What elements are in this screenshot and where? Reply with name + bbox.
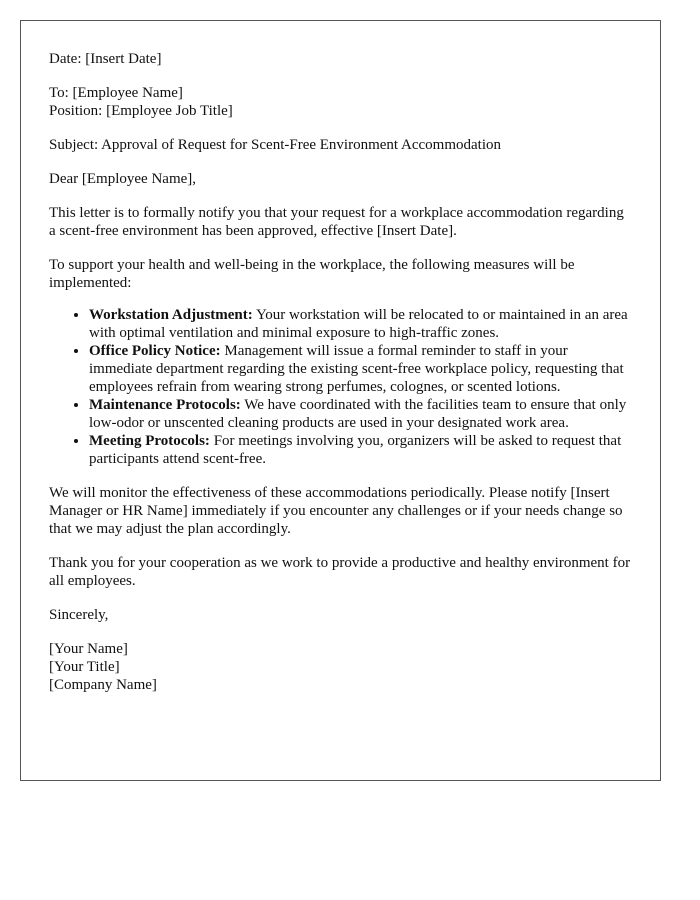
signature-company: [Company Name] [49,677,157,693]
measure-title: Meeting Protocols: [89,433,210,449]
intro-paragraph: This letter is to formally notify you that your request for a workplace accommodation regarding a scent-free environment has been approved, effective [Insert Date]. [49,205,624,239]
measures-list [49,306,632,468]
measure-text: For meetings involving you, organizers will be asked to request that participants attend scent-free. [89,433,622,467]
recipient-name: To: [Employee Name] [49,85,183,101]
measures-intro-paragraph: To support your health and well-being in the workplace, the following measures will be implemented: [49,257,575,291]
list-item [89,396,632,432]
list-item [89,342,632,396]
signature-title: [Your Title] [49,659,120,675]
signature-name: [Your Name] [49,641,128,657]
monitoring-paragraph: We will monitor the effectiveness of these accommodations periodically. Please notify [Insert Manager or HR Name] immediately if you encounter any challenges or if your needs change so that we may adjust the plan accordingly. [49,485,623,537]
letter-salutation: Dear [Employee Name], [49,171,197,187]
measure-title: Maintenance Protocols: [89,397,241,413]
measure-title: Workstation Adjustment: [89,307,253,323]
letter-closing: Sincerely, [49,607,109,623]
measure-text: Your workstation will be relocated to or maintained in an area with optimal ventilation and minimal exposure to high-traffic zones. [89,307,628,341]
signature-block [49,640,632,694]
recipient-block [49,84,632,120]
measure-title: Office Policy Notice: [89,343,221,359]
measure-text: Management will issue a formal reminder to staff in your immediate department regarding the existing scent-free workplace policy, requesting that employees refrain from wearing strong perfumes, colognes, or scented lotions. [89,343,624,395]
list-item [89,432,632,468]
list-item [89,306,632,342]
letter-date: Date: [Insert Date] [49,51,162,67]
measure-text: We have coordinated with the facilities team to ensure that only low-odor or unscented cleaning products are used in your designated work area. [89,397,627,431]
thanks-paragraph: Thank you for your cooperation as we work to provide a productive and healthy environment for all employees. [49,555,631,589]
letter-page [20,20,661,781]
recipient-position: Position: [Employee Job Title] [49,103,233,119]
letter-subject: Subject: Approval of Request for Scent-Free Environment Accommodation [49,137,501,153]
